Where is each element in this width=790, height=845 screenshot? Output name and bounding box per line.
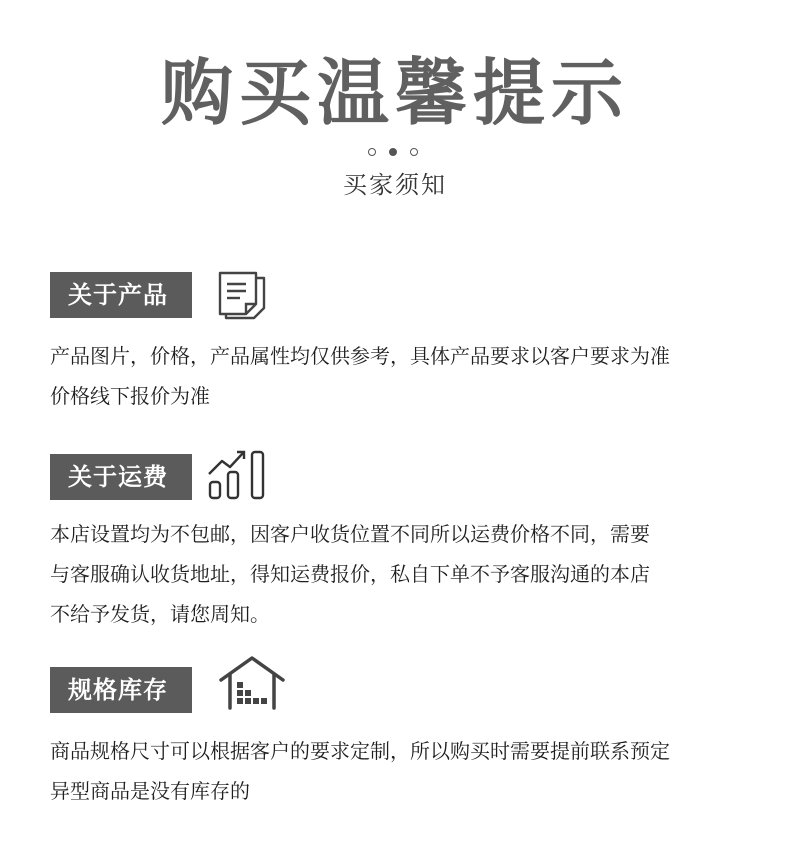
document-icon [216,270,272,328]
dot-outline [410,148,418,156]
dot-filled [389,148,397,156]
dot-outline [368,148,376,156]
section-label-stock: 规格库存 [50,667,192,713]
section-text-stock [50,731,750,811]
section-label-product: 关于产品 [50,272,192,318]
section-text-product [50,336,750,416]
page-title: 购买温馨提示 [160,51,629,135]
page-subtitle: 买家须知 [343,171,447,199]
section-text-shipping [50,514,750,634]
decorative-dots [368,146,418,158]
text-line: 商品规格尺寸可以根据客户的要求定制，所以购买时需要提前联系预定 [50,739,670,763]
text-line: 异型商品是没有库存的 [50,779,250,803]
section-label-shipping: 关于运费 [50,454,192,500]
text-line: 本店设置均为不包邮，因客户收货位置不同所以运费价格不同，需要 [50,522,650,546]
text-line: 产品图片，价格，产品属性均仅供参考，具体产品要求以客户要求为准 [50,344,670,368]
text-line: 与客服确认收货地址，得知运费报价，私自下单不予客服沟通的本店 [50,562,650,586]
text-line: 不给予发货，请您周知。 [50,602,270,626]
bar-chart-icon [206,446,268,502]
text-line: 价格线下报价为准 [50,384,210,408]
warehouse-icon [218,654,290,712]
